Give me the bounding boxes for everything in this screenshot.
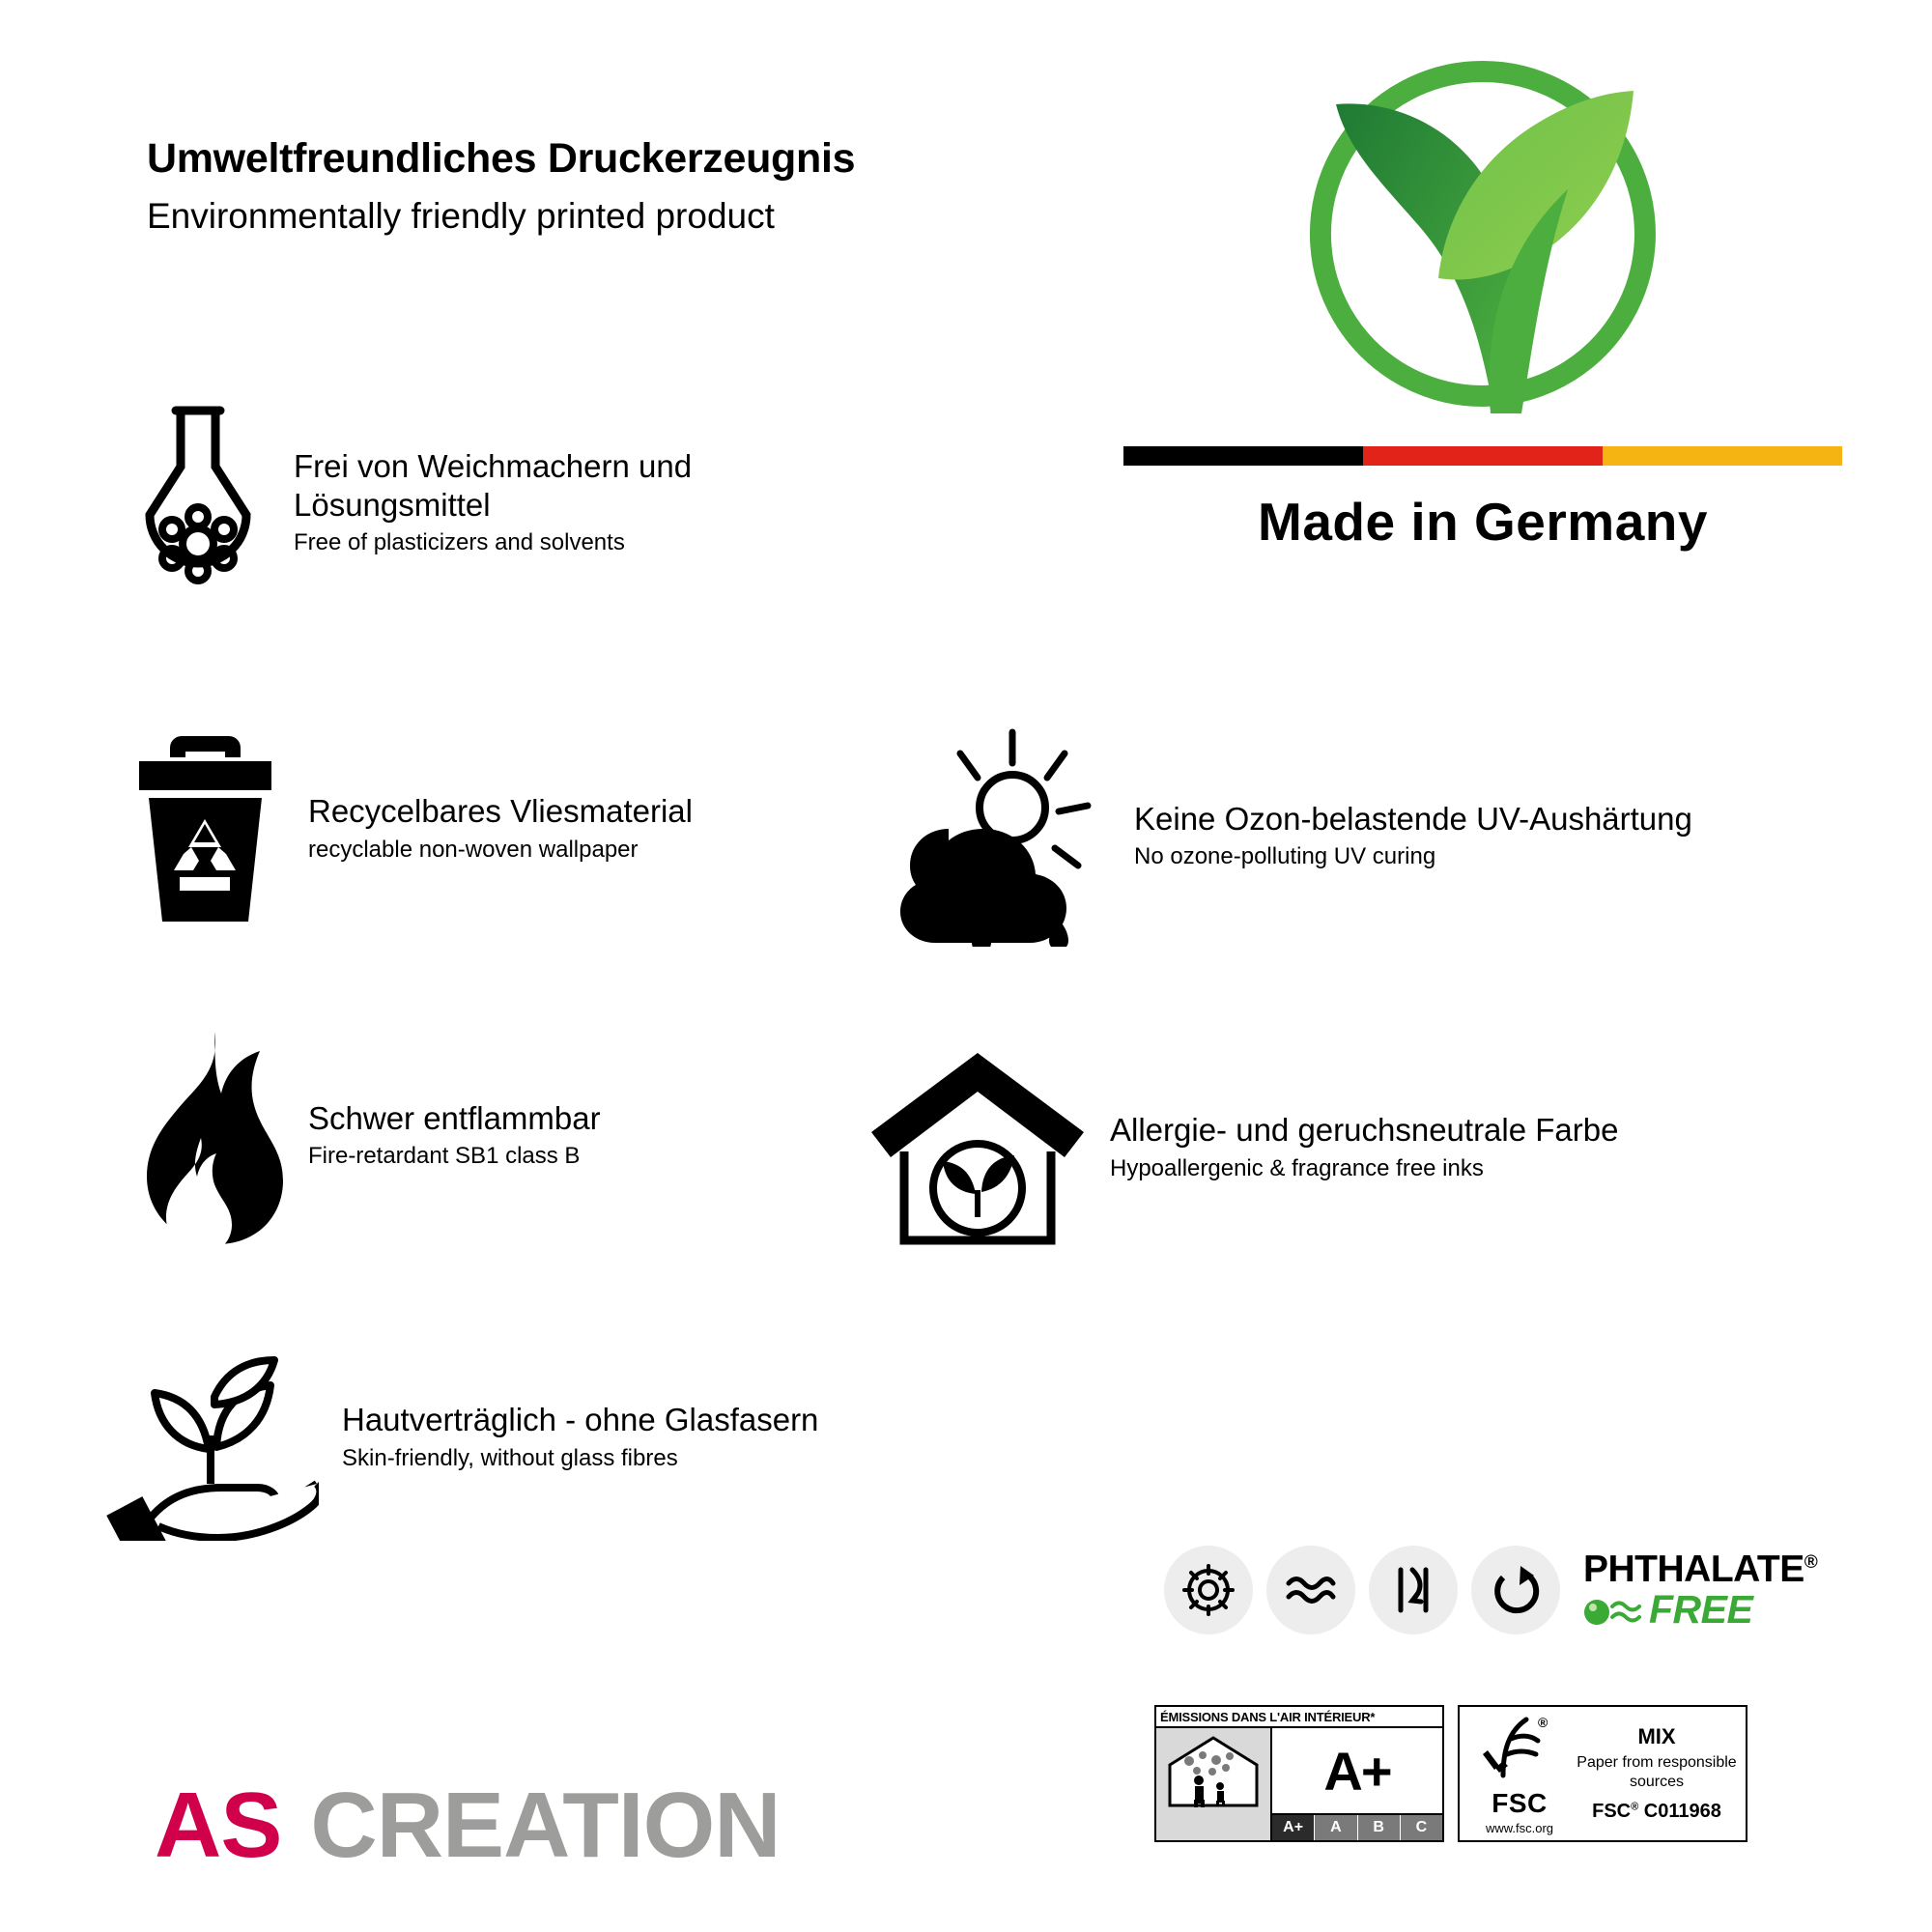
feature-text: [1134, 800, 1692, 871]
phthalate-free-mark: [1583, 1550, 1817, 1630]
made-in-germany-label: Made in Germany: [1258, 492, 1708, 552]
flag-stripe-gold: [1603, 446, 1842, 466]
fsc-url: www.fsc.org: [1485, 1821, 1554, 1835]
green-sphere-waves-icon: [1583, 1591, 1641, 1630]
air-scale-item-a: A: [1315, 1815, 1357, 1840]
fsc-code-mark: ®: [1631, 1801, 1639, 1813]
washable-waves-icon: [1266, 1546, 1355, 1634]
feature-plasticizers: [126, 401, 802, 604]
phthalate-free-line: [1583, 1587, 1817, 1632]
page-title: Umweltfreundliches Druckerzeugnis: [147, 135, 856, 182]
air-scale-item-aplus: A+: [1272, 1815, 1315, 1840]
lightfastness-sun-icon: [1164, 1546, 1253, 1634]
page-subtitle: Environmentally friendly printed product: [147, 196, 775, 237]
hand-plant-icon: [97, 1333, 319, 1541]
feature-recyclable: [126, 724, 802, 932]
fsc-code: [1574, 1800, 1740, 1824]
air-scale-item-c: C: [1401, 1815, 1442, 1840]
feature-title-en: Free of plasticizers and solvents: [294, 529, 625, 556]
feature-text: [294, 447, 802, 558]
air-scale-item-b: B: [1358, 1815, 1401, 1840]
air-label-grade: A+: [1323, 1740, 1391, 1802]
air-label-pictogram: [1156, 1728, 1272, 1840]
feature-title-de: Recycelbares Vliesmaterial: [308, 793, 693, 830]
fsc-code-number: C011968: [1643, 1801, 1721, 1823]
indoor-air-emission-label: [1154, 1705, 1444, 1842]
flag-stripe-black: [1123, 446, 1363, 466]
feature-no-ozone: [889, 724, 1855, 947]
flag-stripe-red: [1363, 446, 1603, 466]
air-label-title: ÉMISSIONS DANS L'AIR INTÉRIEUR*: [1156, 1707, 1442, 1728]
air-label-grade-block: [1272, 1728, 1442, 1840]
certification-icon-row: [1164, 1546, 1817, 1634]
flame-icon: [126, 1024, 285, 1246]
house-leaf-icon: [869, 1043, 1087, 1251]
fsc-label: [1458, 1705, 1747, 1842]
fsc-code-prefix: FSC: [1592, 1801, 1632, 1823]
fsc-name: FSC: [1492, 1788, 1548, 1818]
brand-as: AS: [155, 1774, 282, 1877]
strippable-icon: [1369, 1546, 1458, 1634]
leaf-circle-icon: [1290, 48, 1676, 425]
feature-text: [308, 1099, 601, 1171]
fsc-mix: MIX: [1637, 1723, 1676, 1748]
brand-logo: [155, 1773, 781, 1879]
recycle-bin-icon: [126, 724, 285, 932]
feature-text: [1110, 1111, 1618, 1182]
feature-title-en: Skin-friendly, without glass fibres: [342, 1444, 678, 1471]
feature-title-de: Allergie- und geruchsneutrale Farbe: [1110, 1112, 1619, 1149]
feature-title-en: Fire-retardant SB1 class B: [308, 1143, 581, 1170]
feature-skin-friendly: [97, 1333, 889, 1541]
feature-title-de: Schwer entflammbar: [308, 1099, 601, 1136]
feature-title-en: No ozone-polluting UV curing: [1134, 843, 1436, 870]
headline-block: [147, 135, 1113, 238]
fsc-right-block: [1574, 1723, 1740, 1825]
recyclable-arrow-icon: [1471, 1546, 1560, 1634]
sun-cloud-rain-icon: [889, 724, 1111, 947]
phthalate-free-text: FREE: [1649, 1587, 1753, 1632]
feature-hypoallergenic: [869, 1043, 1855, 1251]
feature-title-en: Hypoallergenic & fragrance free inks: [1110, 1154, 1484, 1181]
feature-fire-retardant: [126, 1024, 802, 1246]
svg-text:®: ®: [1538, 1715, 1548, 1730]
phthalate-text: PHTHALATE: [1583, 1548, 1804, 1590]
german-flag-bar: [1123, 446, 1843, 466]
air-label-scale: [1272, 1813, 1442, 1840]
fsc-description: Paper from responsible sources: [1577, 1754, 1737, 1791]
air-label-body: [1156, 1728, 1442, 1840]
phthalate-word: [1583, 1550, 1817, 1588]
fsc-left-block: [1465, 1712, 1574, 1835]
registered-mark: ®: [1804, 1552, 1818, 1573]
feature-text: [308, 792, 693, 864]
flask-icon: [126, 401, 270, 604]
made-in-germany-block: [1116, 48, 1850, 553]
brand-creation: CREATION: [310, 1774, 781, 1877]
feature-title-de: Hautverträglich - ohne Glasfasern: [342, 1402, 819, 1438]
feature-title-en: recyclable non-woven wallpaper: [308, 836, 639, 863]
bottom-label-row: [1154, 1705, 1747, 1842]
feature-title-de: Keine Ozon-belastende UV-Aushärtung: [1134, 800, 1692, 837]
fsc-tree-icon: [1478, 1712, 1561, 1781]
feature-title-de: Frei von Weichmachern und Lösungsmittel: [294, 447, 693, 523]
feature-text: [342, 1401, 818, 1472]
